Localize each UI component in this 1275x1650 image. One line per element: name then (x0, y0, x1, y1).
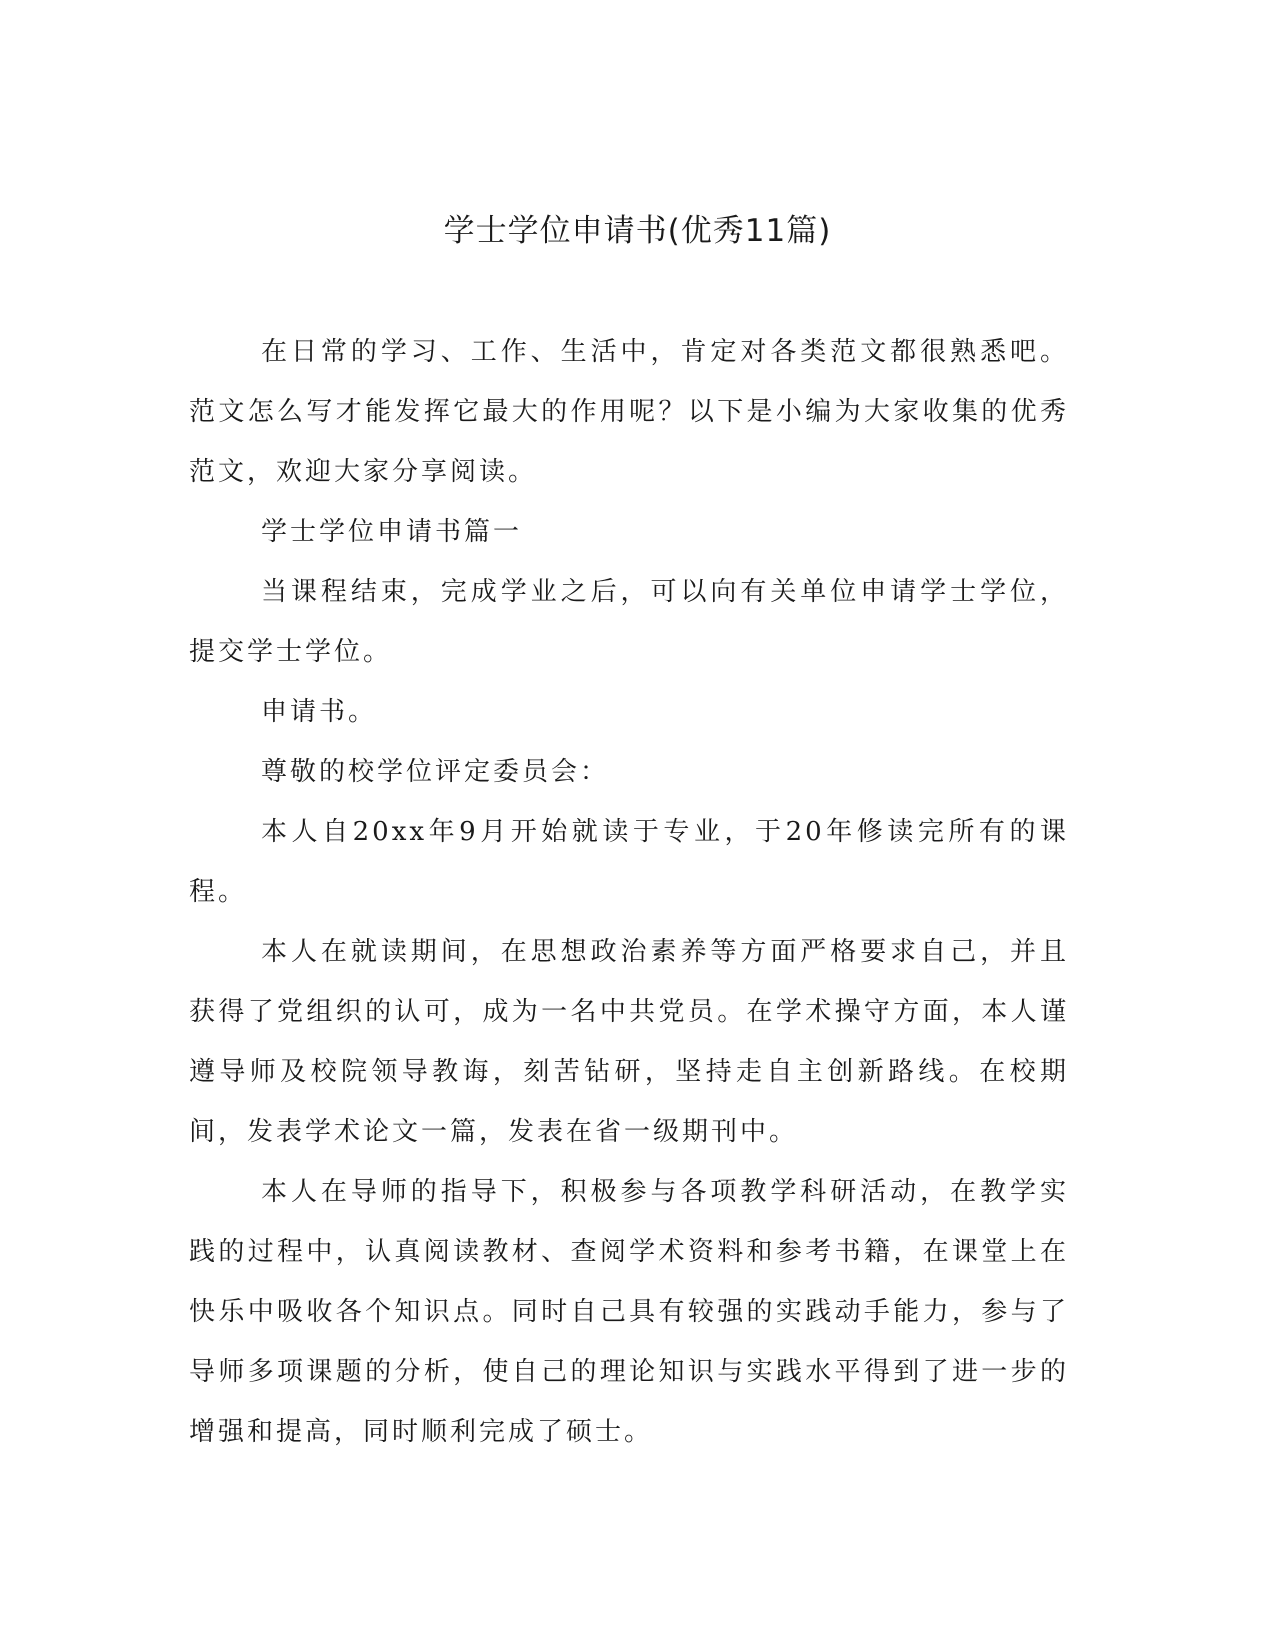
body-paragraph: 当课程结束，完成学业之后，可以向有关单位申请学士学位，提交学士学位。 (189, 577, 1069, 667)
section-heading: 学士学位申请书篇一 (261, 517, 523, 547)
body-paragraph: 申请书。 (261, 697, 378, 727)
document-body (189, 322, 1069, 1462)
intro-paragraph: 在日常的学习、工作、生活中，肯定对各类范文都很熟悉吧。范文怎么写才能发挥它最大的作用呢？以下是小编为大家收集的优秀范文，欢迎大家分享阅读。 (189, 337, 1069, 487)
body-paragraph: 本人自20xx年9月开始就读于专业，于20年修读完所有的课程。 (189, 817, 1069, 907)
body-paragraph: 本人在导师的指导下，积极参与各项教学科研活动，在教学实践的过程中，认真阅读教材、查阅学术资料和参考书籍，在课堂上在快乐中吸收各个知识点。同时自己具有较强的实践动手能力，参与了导师多项课题的分析，使自己的理论知识与实践水平得到了进一步的增强和提高，同时顺利完成了硕士。 (189, 1177, 1069, 1447)
body-paragraph: 本人在就读期间，在思想政治素养等方面严格要求自己，并且获得了党组织的认可，成为一名中共党员。在学术操守方面，本人谨遵导师及校院领导教诲，刻苦钻研，坚持走自主创新路线。在校期间，发表学术论文一篇，发表在省一级期刊中。 (189, 937, 1069, 1147)
document-title: 学士学位申请书(优秀11篇) (443, 213, 832, 249)
salutation: 尊敬的校学位评定委员会： (261, 757, 610, 787)
